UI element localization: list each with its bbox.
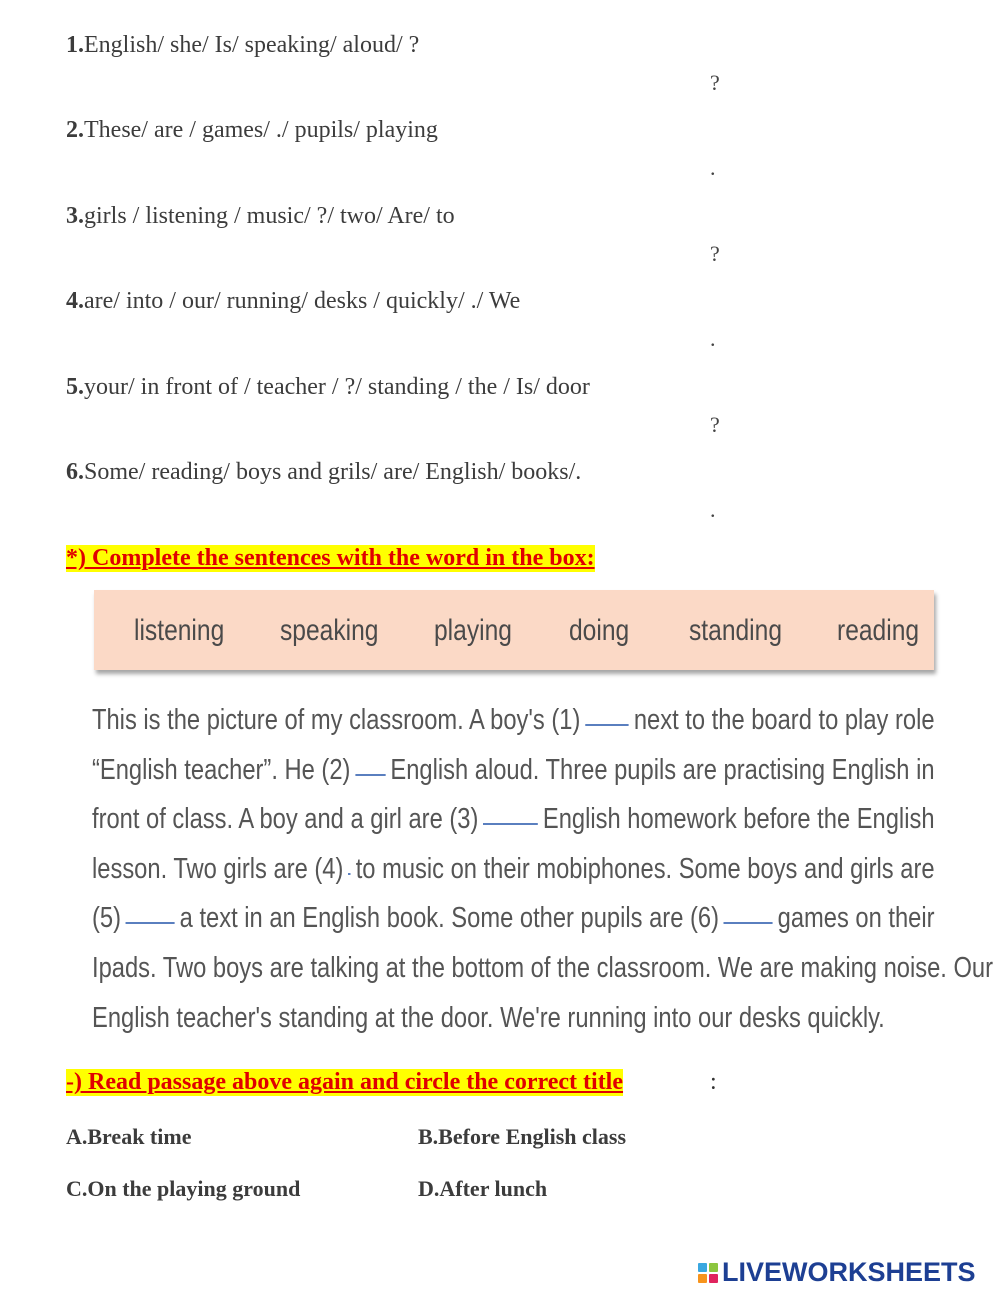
word-playing: playing	[434, 614, 512, 647]
passage-line-5	[92, 894, 935, 944]
blank-2[interactable]	[355, 746, 385, 776]
blank-4[interactable]	[348, 845, 350, 875]
heading-colon: :	[710, 1069, 717, 1095]
word-speaking: speaking	[280, 614, 379, 647]
passage-text: games on their	[777, 902, 935, 935]
question-3: 3.girls / listening / music/ ?/ two/ Are/ to	[66, 203, 455, 229]
option-d[interactable]: D.After lunch	[418, 1176, 548, 1201]
passage-text: Ipads. Two boys are talking at the bottom of the classroom. We are making noise. Our	[92, 951, 994, 984]
passage-line-4	[92, 845, 935, 895]
passage-text: (5)	[92, 902, 122, 935]
passage-text: a text in an English book. Some other pupils are (6)	[179, 902, 719, 935]
word-doing: doing	[569, 614, 630, 647]
passage-line-2	[92, 746, 935, 796]
question-2-end: .	[710, 155, 716, 180]
logo-text: LIVEWORKSHEETS	[722, 1257, 976, 1287]
question-1: 1.English/ she/ Is/ speaking/ aloud/ ?	[66, 32, 420, 58]
question-6-end: .	[710, 497, 716, 522]
question-5-end: ?	[710, 412, 720, 437]
blank-5[interactable]	[126, 894, 175, 924]
passage-text: to music on their mobiphones. Some boys and girls are	[355, 852, 935, 885]
option-b[interactable]: B.Before English class	[418, 1124, 627, 1149]
passage	[92, 696, 994, 1043]
blank-6[interactable]	[724, 894, 773, 924]
passage-text: This is the picture of my classroom. A boy's (1)	[92, 704, 581, 736]
word-reading: reading	[837, 614, 920, 647]
passage-text: front of class. A boy and a girl are (3)	[92, 803, 479, 836]
question-3-end: ?	[710, 241, 720, 266]
word-listening: listening	[134, 614, 225, 647]
complete-sentences-heading: *) Complete the sentences with the word in the box:	[66, 545, 595, 571]
question-4: 4.are/ into / our/ running/ desks / quickly/ ./ We	[66, 288, 521, 314]
circle-title-heading: -) Read passage above again and circle the correct title	[66, 1069, 624, 1095]
passage-text: lesson. Two girls are (4)	[92, 852, 344, 885]
logo-icon	[698, 1263, 718, 1283]
word-standing: standing	[689, 614, 783, 647]
blank-3[interactable]	[483, 795, 538, 825]
question-5: 5.your/ in front of / teacher / ?/ standing / the / Is/ door	[66, 374, 590, 400]
passage-line-1	[92, 696, 935, 746]
option-c[interactable]: C.On the playing ground	[66, 1176, 301, 1201]
passage-line-3	[92, 795, 935, 845]
passage-text: English homework before the English	[542, 803, 935, 836]
question-6: 6.Some/ reading/ boys and grils/ are/ English/ books/.	[66, 459, 582, 485]
passage-text: next to the board to play role	[633, 704, 935, 736]
word-box	[94, 590, 934, 670]
question-2: 2.These/ are / games/ ./ pupils/ playing	[66, 117, 438, 143]
passage-line-6	[92, 944, 994, 994]
passage-line-7	[92, 994, 935, 1044]
question-4-end: .	[710, 326, 716, 351]
blank-1[interactable]	[585, 696, 629, 726]
passage-text: English teacher's standing at the door. We're running into our desks quickly.	[92, 1001, 885, 1034]
liveworksheets-logo	[698, 1257, 976, 1288]
question-1-end: ?	[710, 70, 720, 95]
passage-text: “English teacher”. He (2)	[92, 753, 351, 786]
option-a[interactable]: A.Break time	[66, 1124, 192, 1149]
passage-text: English aloud. Three pupils are practising English in	[390, 753, 935, 786]
